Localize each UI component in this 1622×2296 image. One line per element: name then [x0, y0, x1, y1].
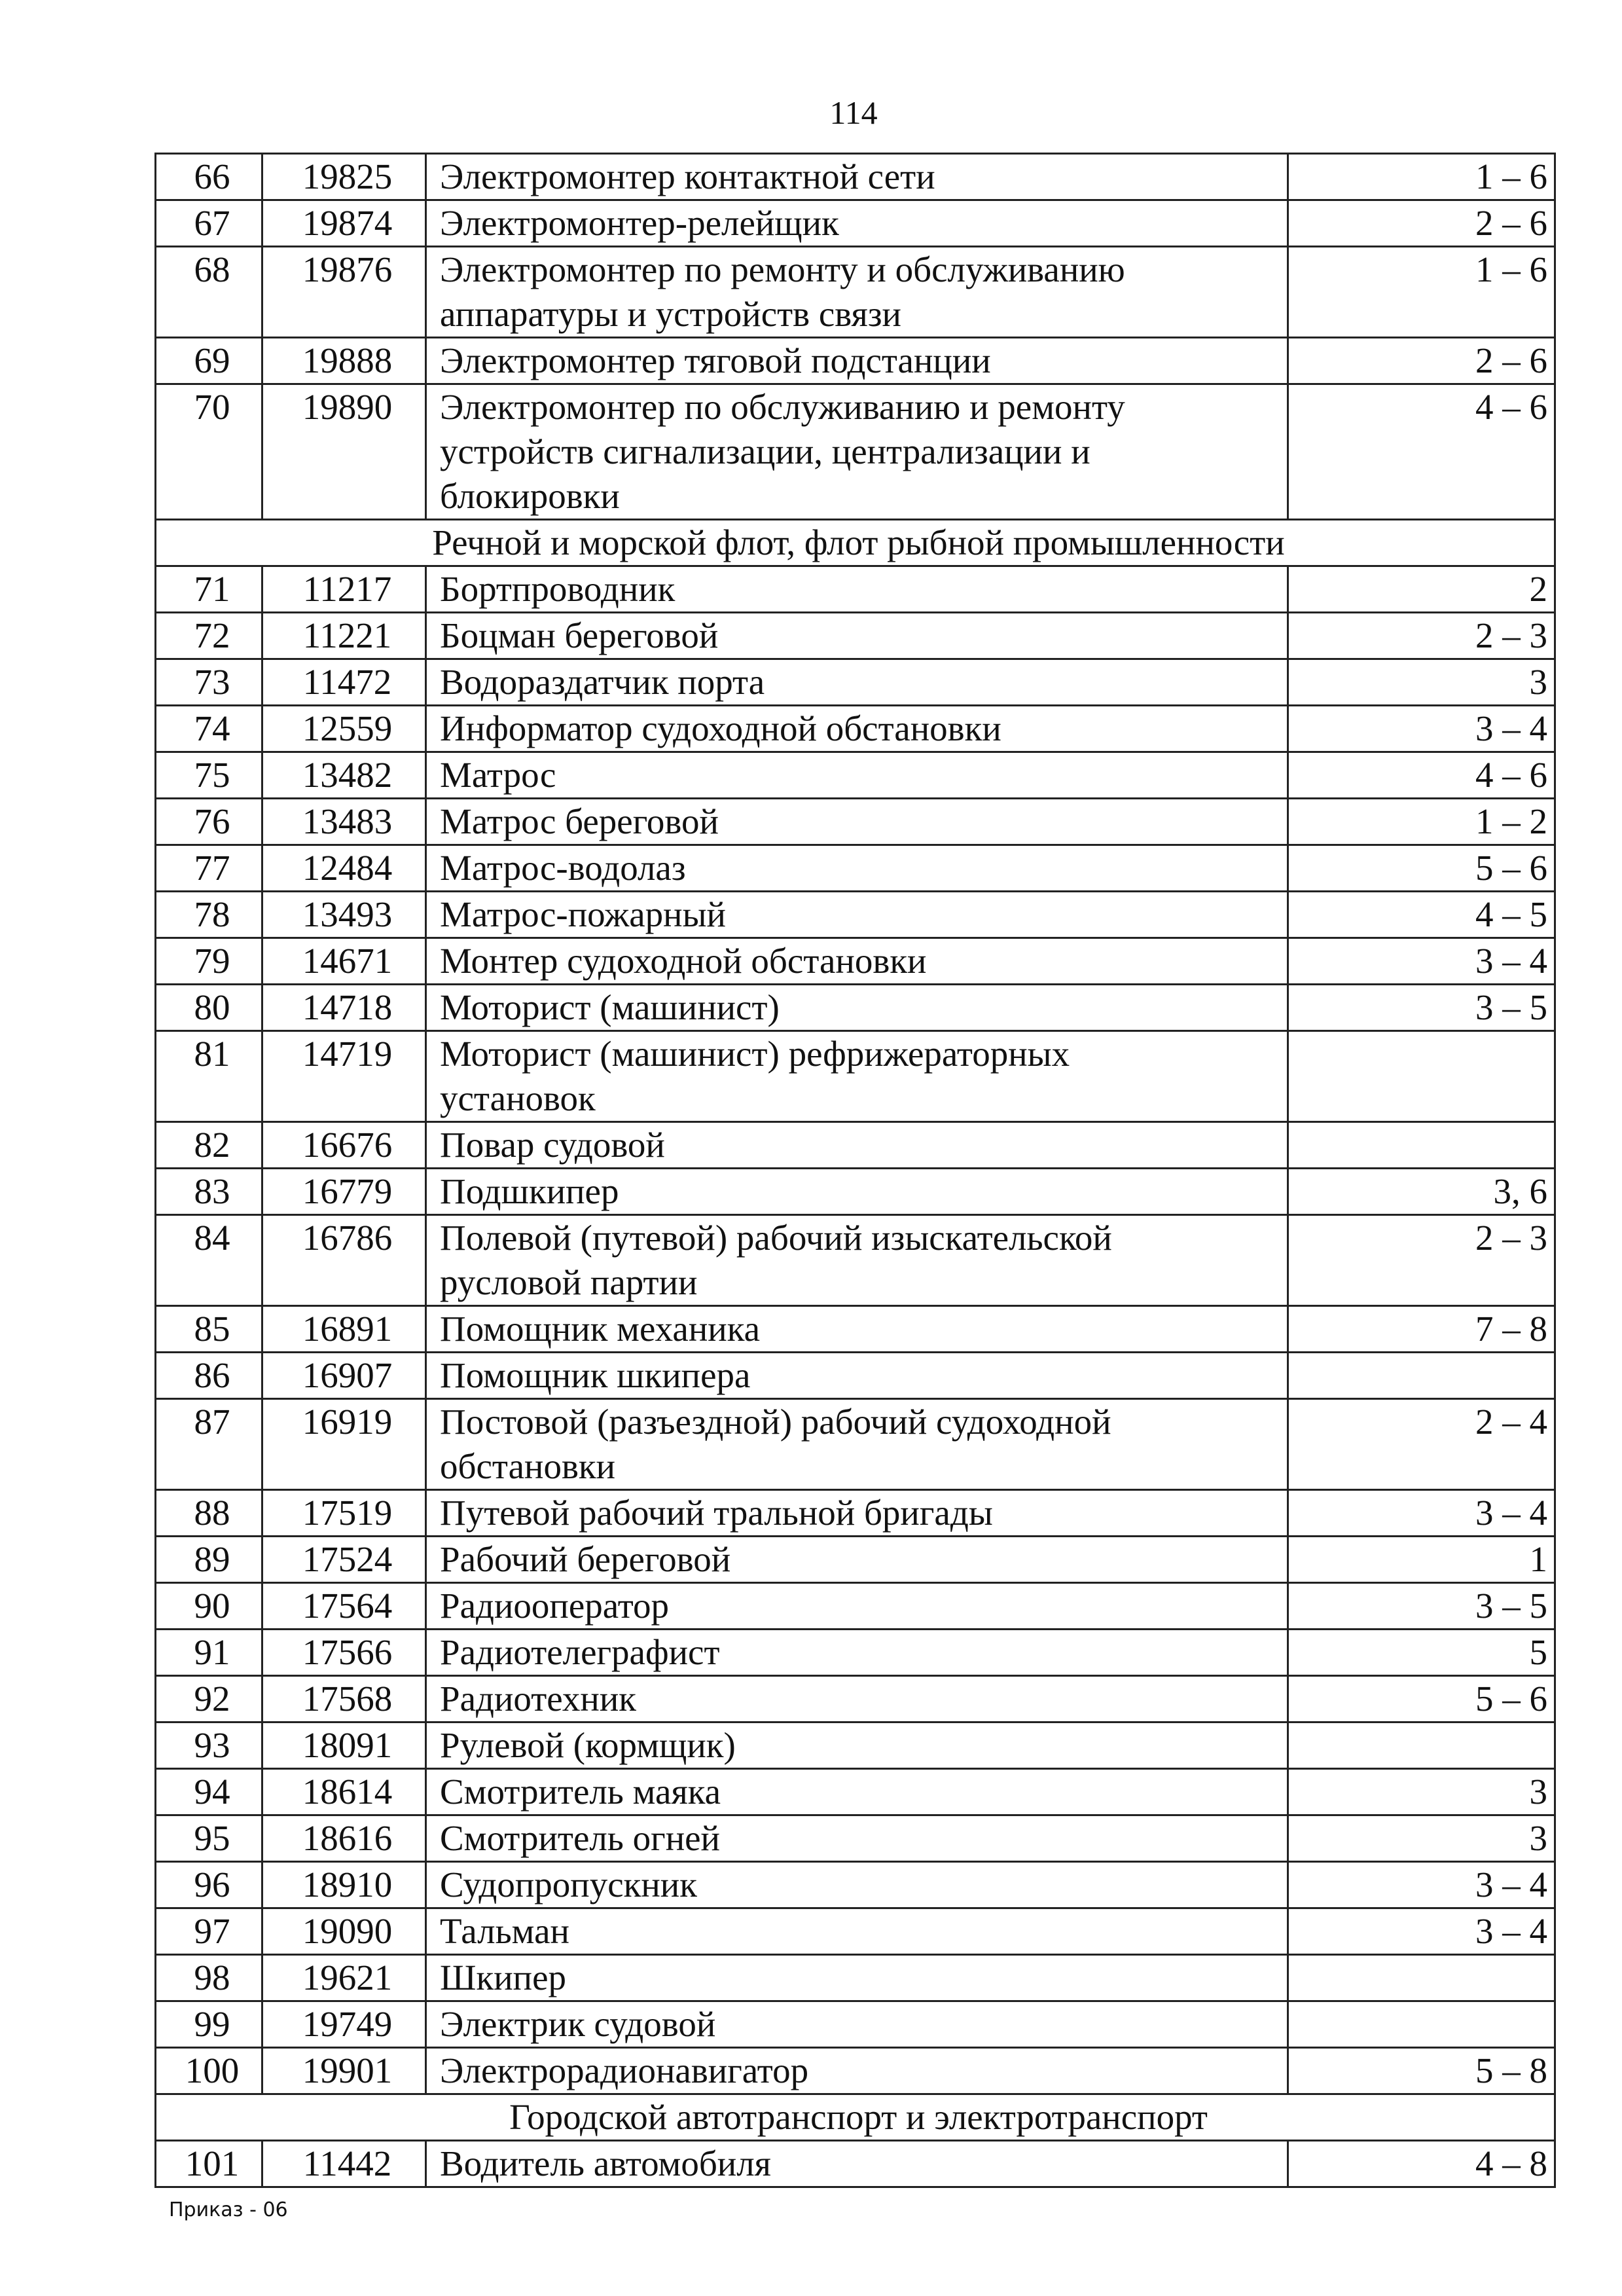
grade-range: 3 — [1288, 659, 1555, 706]
table-row — [156, 1215, 1555, 1306]
profession-code: 19621 — [262, 1955, 426, 2001]
profession-name — [426, 247, 1288, 338]
row-number: 77 — [156, 845, 262, 892]
profession-code: 16779 — [262, 1169, 426, 1215]
profession-name-line: аппаратуры и устройств связи — [440, 294, 901, 334]
table-row — [156, 1815, 1555, 1862]
grade-range — [1288, 1955, 1555, 2001]
profession-name — [426, 1031, 1288, 1122]
row-number: 80 — [156, 985, 262, 1031]
profession-name-line: Водораздатчик порта — [440, 662, 765, 702]
grade-range: 2 – 3 — [1288, 1215, 1555, 1306]
table-row — [156, 1490, 1555, 1537]
profession-name — [426, 1676, 1288, 1722]
profession-name — [426, 938, 1288, 985]
profession-code: 11472 — [262, 659, 426, 706]
table-row — [156, 1122, 1555, 1169]
profession-code: 17566 — [262, 1630, 426, 1676]
row-number: 71 — [156, 566, 262, 613]
profession-name — [426, 1583, 1288, 1630]
grade-range: 7 – 8 — [1288, 1306, 1555, 1353]
grade-range: 5 – 6 — [1288, 845, 1555, 892]
table-row — [156, 1031, 1555, 1122]
table-row — [156, 2001, 1555, 2048]
table-row — [156, 938, 1555, 985]
profession-name — [426, 2141, 1288, 2187]
profession-code: 19888 — [262, 338, 426, 384]
profession-code: 18091 — [262, 1722, 426, 1769]
profession-code: 18910 — [262, 1862, 426, 1908]
profession-name-line: Радиотелеграфист — [440, 1632, 720, 1672]
profession-name-line: Постовой (разъездной) рабочий судоходной — [440, 1402, 1111, 1442]
profession-code: 11221 — [262, 613, 426, 659]
row-number: 69 — [156, 338, 262, 384]
profession-name-line: Матрос-водолаз — [440, 848, 686, 888]
profession-name-line: Помощник механика — [440, 1309, 761, 1349]
profession-name — [426, 845, 1288, 892]
table-row — [156, 706, 1555, 752]
grade-range: 1 – 6 — [1288, 247, 1555, 338]
profession-name — [426, 706, 1288, 752]
row-number: 95 — [156, 1815, 262, 1862]
grade-range: 4 – 6 — [1288, 384, 1555, 520]
table-row — [156, 384, 1555, 520]
table-row — [156, 1676, 1555, 1722]
profession-name-line: устройств сигнализации, централизации и — [440, 431, 1090, 471]
profession-name-line: Смотритель огней — [440, 1818, 720, 1858]
row-number: 98 — [156, 1955, 262, 2001]
row-number: 68 — [156, 247, 262, 338]
profession-name — [426, 752, 1288, 799]
row-number: 75 — [156, 752, 262, 799]
professions-table — [154, 153, 1556, 2188]
table-row — [156, 1306, 1555, 1353]
grade-range: 3 — [1288, 1769, 1555, 1815]
profession-name-line: Электромонтер контактной сети — [440, 156, 935, 196]
profession-name-line: Шкипер — [440, 1958, 566, 1997]
grade-range: 3 – 5 — [1288, 985, 1555, 1031]
grade-range: 2 – 6 — [1288, 200, 1555, 247]
profession-name — [426, 659, 1288, 706]
table-row — [156, 892, 1555, 938]
row-number: 76 — [156, 799, 262, 845]
section-header-row — [156, 520, 1555, 566]
row-number: 79 — [156, 938, 262, 985]
profession-name-line: Электромонтер по обслуживанию и ремонту — [440, 387, 1125, 427]
profession-name-line: русловой партии — [440, 1262, 698, 1302]
profession-name-line: блокировки — [440, 476, 620, 516]
profession-code: 11442 — [262, 2141, 426, 2187]
profession-code: 17524 — [262, 1537, 426, 1583]
grade-range: 3 – 4 — [1288, 1908, 1555, 1955]
profession-code: 19090 — [262, 1908, 426, 1955]
profession-name-line: Электрик судовой — [440, 2004, 716, 2044]
profession-name — [426, 2001, 1288, 2048]
grade-range: 3 – 4 — [1288, 706, 1555, 752]
profession-name-line: Матрос-пожарный — [440, 894, 726, 934]
profession-name-line: Смотритель маяка — [440, 1772, 721, 1812]
profession-code: 11217 — [262, 566, 426, 613]
profession-name-line: Судопропускник — [440, 1865, 697, 1904]
profession-code: 13493 — [262, 892, 426, 938]
profession-code: 17568 — [262, 1676, 426, 1722]
profession-code: 16786 — [262, 1215, 426, 1306]
profession-name-line: Электромонтер тяговой подстанции — [440, 340, 991, 380]
profession-name-line: Электромонтер по ремонту и обслуживанию — [440, 249, 1125, 289]
profession-name-line: Радиотехник — [440, 1679, 637, 1719]
table-row — [156, 1862, 1555, 1908]
profession-name — [426, 1399, 1288, 1490]
profession-name — [426, 1169, 1288, 1215]
row-number: 94 — [156, 1769, 262, 1815]
profession-name — [426, 1722, 1288, 1769]
profession-name — [426, 1490, 1288, 1537]
profession-name — [426, 1122, 1288, 1169]
grade-range: 4 – 5 — [1288, 892, 1555, 938]
section-title: Речной и морской флот, флот рыбной промышленности — [156, 520, 1555, 566]
grade-range: 5 — [1288, 1630, 1555, 1676]
profession-code: 16907 — [262, 1353, 426, 1399]
table-row — [156, 338, 1555, 384]
grade-range: 3 – 5 — [1288, 1583, 1555, 1630]
profession-name — [426, 1353, 1288, 1399]
profession-name — [426, 154, 1288, 200]
page-number: 114 — [829, 94, 878, 131]
row-number: 72 — [156, 613, 262, 659]
row-number: 96 — [156, 1862, 262, 1908]
profession-code: 12559 — [262, 706, 426, 752]
grade-range: 2 — [1288, 566, 1555, 613]
table-row — [156, 1169, 1555, 1215]
profession-name-line: Моторист (машинист) — [440, 987, 780, 1027]
grade-range: 3 – 4 — [1288, 938, 1555, 985]
table-row — [156, 154, 1555, 200]
table-row — [156, 1908, 1555, 1955]
table-row — [156, 799, 1555, 845]
grade-range: 1 – 6 — [1288, 154, 1555, 200]
profession-code: 14719 — [262, 1031, 426, 1122]
profession-name — [426, 1908, 1288, 1955]
profession-name — [426, 1862, 1288, 1908]
profession-name-line: Полевой (путевой) рабочий изыскательской — [440, 1218, 1112, 1258]
professions-table-body — [156, 154, 1555, 2187]
profession-name-line: Радиооператор — [440, 1586, 670, 1626]
grade-range: 5 – 8 — [1288, 2048, 1555, 2094]
profession-name — [426, 1537, 1288, 1583]
profession-code: 19876 — [262, 247, 426, 338]
profession-code: 17519 — [262, 1490, 426, 1537]
profession-name — [426, 799, 1288, 845]
table-row — [156, 752, 1555, 799]
profession-name-line: Подшкипер — [440, 1171, 619, 1211]
table-row — [156, 985, 1555, 1031]
profession-code: 19825 — [262, 154, 426, 200]
grade-range: 1 — [1288, 1537, 1555, 1583]
grade-range: 4 – 6 — [1288, 752, 1555, 799]
profession-code: 12484 — [262, 845, 426, 892]
grade-range: 2 – 6 — [1288, 338, 1555, 384]
profession-name-line: Электромонтер-релейщик — [440, 203, 839, 243]
profession-name — [426, 566, 1288, 613]
row-number: 73 — [156, 659, 262, 706]
profession-code: 18616 — [262, 1815, 426, 1862]
profession-name — [426, 985, 1288, 1031]
table-row — [156, 200, 1555, 247]
row-number: 89 — [156, 1537, 262, 1583]
footer-note: Приказ - 06 — [169, 2198, 288, 2221]
profession-name — [426, 1215, 1288, 1306]
profession-name — [426, 1815, 1288, 1862]
profession-name — [426, 1955, 1288, 2001]
table-row — [156, 613, 1555, 659]
grade-range — [1288, 1722, 1555, 1769]
profession-name-line: Матрос береговой — [440, 801, 719, 841]
table-row — [156, 1537, 1555, 1583]
grade-range: 3 – 4 — [1288, 1862, 1555, 1908]
profession-name-line: Бортпроводник — [440, 569, 676, 609]
profession-name — [426, 384, 1288, 520]
row-number: 66 — [156, 154, 262, 200]
grade-range: 5 – 6 — [1288, 1676, 1555, 1722]
profession-name-line: Информатор судоходной обстановки — [440, 708, 1001, 748]
row-number: 92 — [156, 1676, 262, 1722]
profession-name — [426, 200, 1288, 247]
grade-range: 3 — [1288, 1815, 1555, 1862]
profession-name-line: Повар судовой — [440, 1125, 665, 1165]
profession-name — [426, 892, 1288, 938]
grade-range: 3, 6 — [1288, 1169, 1555, 1215]
row-number: 101 — [156, 2141, 262, 2187]
row-number: 87 — [156, 1399, 262, 1490]
table-row — [156, 659, 1555, 706]
profession-name-line: Монтер судоходной обстановки — [440, 941, 927, 981]
profession-name-line: обстановки — [440, 1446, 616, 1486]
profession-code: 13483 — [262, 799, 426, 845]
grade-range — [1288, 1122, 1555, 1169]
profession-code: 14718 — [262, 985, 426, 1031]
grade-range: 3 – 4 — [1288, 1490, 1555, 1537]
profession-name — [426, 1769, 1288, 1815]
section-header-row — [156, 2094, 1555, 2141]
row-number: 93 — [156, 1722, 262, 1769]
row-number: 100 — [156, 2048, 262, 2094]
profession-code: 16676 — [262, 1122, 426, 1169]
profession-name — [426, 2048, 1288, 2094]
profession-name-line: установок — [440, 1078, 596, 1118]
profession-code: 16919 — [262, 1399, 426, 1490]
table-row — [156, 1955, 1555, 2001]
profession-name-line: Моторист (машинист) рефрижераторных — [440, 1034, 1070, 1074]
grade-range — [1288, 1031, 1555, 1122]
profession-name-line: Рабочий береговой — [440, 1539, 731, 1579]
profession-name-line: Водитель автомобиля — [440, 2143, 771, 2183]
grade-range: 1 – 2 — [1288, 799, 1555, 845]
row-number: 86 — [156, 1353, 262, 1399]
row-number: 88 — [156, 1490, 262, 1537]
profession-code: 14671 — [262, 938, 426, 985]
profession-name-line: Рулевой (кормщик) — [440, 1725, 736, 1765]
grade-range — [1288, 2001, 1555, 2048]
table-row — [156, 1399, 1555, 1490]
table-row — [156, 247, 1555, 338]
table-row — [156, 566, 1555, 613]
profession-name — [426, 338, 1288, 384]
grade-range: 4 – 8 — [1288, 2141, 1555, 2187]
row-number: 83 — [156, 1169, 262, 1215]
grade-range: 2 – 3 — [1288, 613, 1555, 659]
profession-name-line: Тальман — [440, 1911, 569, 1951]
profession-code: 13482 — [262, 752, 426, 799]
row-number: 74 — [156, 706, 262, 752]
row-number: 84 — [156, 1215, 262, 1306]
table-row — [156, 1630, 1555, 1676]
profession-code: 19874 — [262, 200, 426, 247]
grade-range — [1288, 1353, 1555, 1399]
table-row — [156, 2141, 1555, 2187]
row-number: 67 — [156, 200, 262, 247]
row-number: 78 — [156, 892, 262, 938]
table-row — [156, 845, 1555, 892]
row-number: 99 — [156, 2001, 262, 2048]
table-row — [156, 1583, 1555, 1630]
profession-code: 18614 — [262, 1769, 426, 1815]
table-row — [156, 1722, 1555, 1769]
profession-name-line: Помощник шкипера — [440, 1355, 751, 1395]
row-number: 90 — [156, 1583, 262, 1630]
profession-name-line: Матрос — [440, 755, 556, 795]
profession-name — [426, 613, 1288, 659]
row-number: 82 — [156, 1122, 262, 1169]
table-row — [156, 1769, 1555, 1815]
profession-code: 19749 — [262, 2001, 426, 2048]
profession-name-line: Боцман береговой — [440, 615, 719, 655]
profession-code: 19890 — [262, 384, 426, 520]
row-number: 85 — [156, 1306, 262, 1353]
profession-code: 16891 — [262, 1306, 426, 1353]
profession-name-line: Электрорадионавигатор — [440, 2050, 809, 2090]
profession-name-line: Путевой рабочий тральной бригады — [440, 1493, 993, 1533]
row-number: 97 — [156, 1908, 262, 1955]
row-number: 81 — [156, 1031, 262, 1122]
profession-name — [426, 1306, 1288, 1353]
profession-name — [426, 1630, 1288, 1676]
row-number: 70 — [156, 384, 262, 520]
profession-code: 17564 — [262, 1583, 426, 1630]
table-row — [156, 1353, 1555, 1399]
row-number: 91 — [156, 1630, 262, 1676]
profession-code: 19901 — [262, 2048, 426, 2094]
section-title: Городской автотранспорт и электротранспорт — [156, 2094, 1555, 2141]
grade-range: 2 – 4 — [1288, 1399, 1555, 1490]
table-row — [156, 2048, 1555, 2094]
